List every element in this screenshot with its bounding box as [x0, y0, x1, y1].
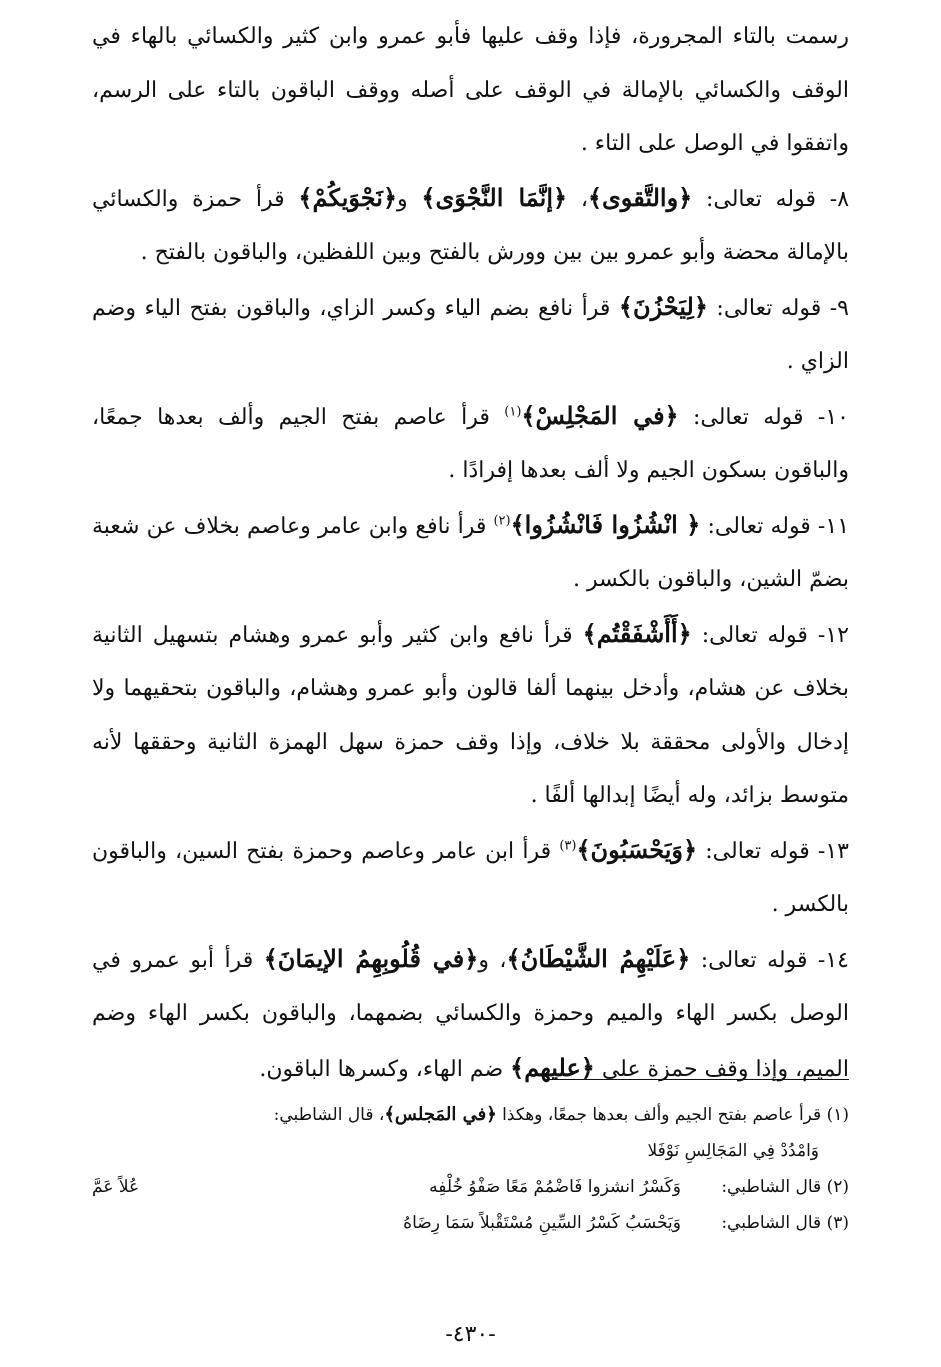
quran-quote: ﴿في قُلُوبِهِمُ الإيمَانَ﴾	[263, 943, 479, 973]
paragraph-text: قرأ عاصم بفتح الجيم وألف بعدها جمعًا، والباقون بسكون الجيم ولا ألف بعدها إفرادًا .	[92, 404, 849, 483]
footnote-text: (١) قرأ عاصم بفتح الجيم وألف بعدها جمعًا، وهكذا	[496, 1105, 849, 1125]
quran-quote: ﴿في المَجْلِسْ﴾	[521, 400, 679, 430]
page-number: -٤٣٠-	[445, 1322, 496, 1347]
footnote-label: (٢) قال الشاطبي:	[721, 1177, 849, 1197]
footnotes	[92, 1097, 849, 1241]
paragraph-lead: ١٤- قوله تعالى:	[690, 947, 849, 973]
paragraph-text: ضم الهاء، وكسرها الباقون.	[259, 1056, 511, 1082]
paragraph-13	[92, 823, 849, 932]
poem-verse: وَامْدُدْ فِي المَجَالِسِ نَوْفَلا	[647, 1141, 819, 1161]
paragraph-lead: ٨- قوله تعالى:	[692, 186, 850, 212]
footnote-divider	[543, 1079, 849, 1080]
paragraph-lead: ١٠- قوله تعالى:	[678, 404, 849, 430]
footnote-1	[92, 1097, 849, 1133]
quran-quote: ﴿أَأَشْفَقْتُم﴾	[582, 618, 692, 648]
paragraph-10	[92, 389, 849, 498]
poem-verse: وَكَسْرُ انشزوا فَاضْمُمْ مَعًا صَفْوُ خُلْفِه	[429, 1177, 681, 1197]
quran-quote: ﴿نَجْوَيكُمْ﴾	[298, 182, 398, 212]
paragraph-12	[92, 607, 849, 823]
footnote-text: ، قال الشاطبي:	[273, 1105, 385, 1125]
footnote-3	[92, 1205, 849, 1241]
quran-quote: ﴿لِيَحْزُنَ﴾	[618, 291, 708, 321]
paragraph-text: قرأ أبو عمرو في الوصل بكسر الهاء والميم وحمزة والكسائي بضمهما، والباقون بكسر الهاء وضم الميم، وإذا وقف حمزة على	[92, 947, 849, 1082]
paragraph-lead: ٩- قوله تعالى:	[707, 295, 849, 321]
quran-quote: ﴿إنَّمَا النَّجْوَى﴾	[421, 182, 568, 212]
quran-quote: ﴿والتَّقوى﴾	[587, 182, 693, 212]
paragraph-text: رسمت بالتاء المجرورة، فإذا وقف عليها فأبو عمرو وابن كثير والكسائي بالهاء في الوقف والكسائي بالإمالة في الوقف على أصله ووقف الباقون بالتاء على الرسم، واتفقوا في الوصل على التاء .	[92, 24, 849, 156]
footnote-1-verse	[92, 1133, 849, 1169]
paragraph-intro	[92, 10, 849, 171]
paragraph-text: قرأ نافع وابن عامر وعاصم بخلاف عن شعبة بضمّ الشين، والباقون بالكسر .	[92, 513, 849, 592]
footnote-ref[interactable]: (١)	[504, 404, 522, 420]
quran-quote: ﴿عليهم﴾	[510, 1052, 595, 1082]
paragraph-text: قرأ نافع بضم الياء وكسر الزاي، والباقون بفتح الياء وضم الزاي .	[92, 295, 849, 374]
separator: ،	[567, 186, 588, 212]
footnote-ref[interactable]: (٣)	[559, 838, 577, 854]
paragraph-8	[92, 171, 849, 280]
paragraph-text: قرأ نافع وابن كثير وأبو عمرو وهشام بتسهيل الثانية بخلاف عن هشام، وأدخل بينهما ألفا قالون وأبو عمرو وهشام، والباقون بتحقيهما ولا إدخال والأولى محققة بلا خلاف، وإذا وقف حمزة سهل الهمزة الثانية وحققها لأنه متوسط بزائد، وله أيضًا إبدالها ألفًا .	[92, 622, 849, 808]
footnote-2	[92, 1169, 849, 1205]
poem-verse: عُلاً عَمَّ	[92, 1177, 140, 1197]
footnote-ref[interactable]: (٢)	[493, 513, 511, 529]
quran-quote: ﴿في المَجلس﴾	[384, 1104, 497, 1125]
paragraph-9	[92, 280, 849, 389]
main-text	[92, 10, 849, 1096]
paragraph-lead: ١٣- قوله تعالى:	[697, 838, 849, 864]
paragraph-lead: ١٢- قوله تعالى:	[691, 622, 849, 648]
paragraph-lead: ١١- قوله تعالى:	[700, 513, 850, 539]
paragraph-11	[92, 498, 849, 607]
poem-verse: وَيَحْسَبُ كَسْرُ السِّينِ مُسْتَقْبلاً سَمَا رِضَاهُ	[403, 1213, 681, 1233]
quran-quote: ﴿وَيَحْسَبُونَ﴾	[576, 834, 698, 864]
separator: و	[397, 186, 422, 212]
quran-quote: ﴿ انْشُزُوا فَانْشُزُوا﴾	[510, 509, 701, 539]
paragraph-14	[92, 932, 849, 1097]
quran-quote: ﴿عَلَيْهِمُ الشَّيْطَانُ﴾	[506, 943, 691, 973]
separator: ، و	[478, 947, 507, 973]
footnote-label: (٣) قال الشاطبي:	[721, 1213, 849, 1233]
paragraph-text: قرأ حمزة والكسائي بالإمالة محضة وأبو عمرو بين بين وورش بالفتح وبين اللفظين، والباقون بالفتح .	[92, 186, 849, 265]
paragraph-text: قرأ ابن عامر وعاصم وحمزة بفتح السين، والباقون بالكسر .	[92, 838, 849, 917]
